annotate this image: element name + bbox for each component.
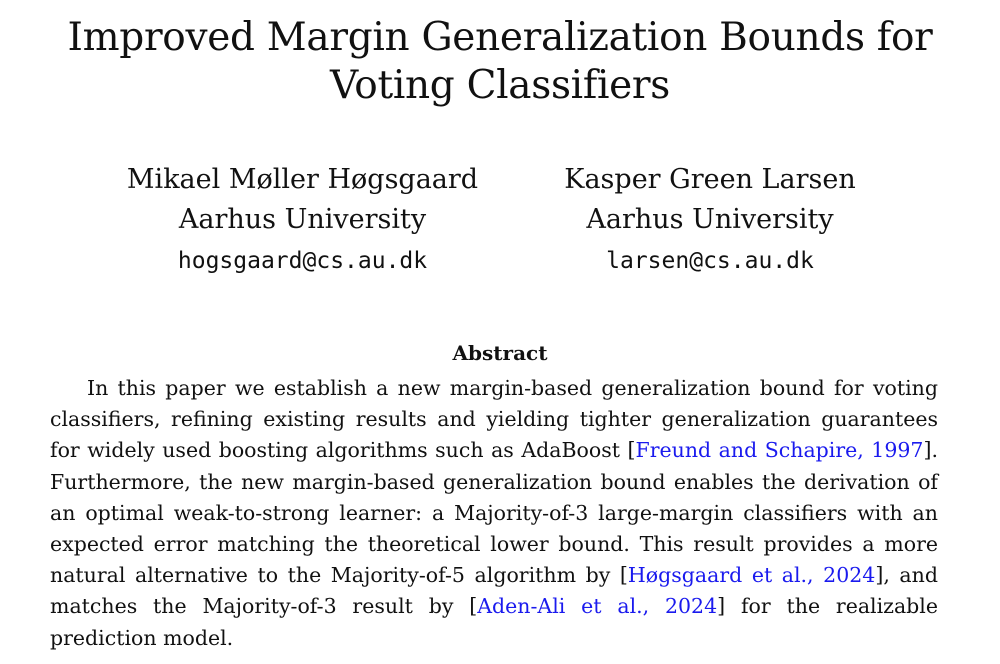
author-block <box>0 160 1000 280</box>
abstract-segment: for the realizable prediction model. <box>50 594 938 650</box>
abstract-segment: , and matches the Majority-of-3 result by <box>50 563 938 619</box>
author-affiliation: Aarhus University <box>178 204 427 235</box>
author-2 <box>545 160 875 282</box>
abstract-text: In this paper we establish a new margin-based generalization bound for voting classifiers, refining existing results and yielding tighter generalization guarantees for widely used boosting algorithms such as AdaBoost [Freund and Schapire, 1997]. Furthermore, the new margin-based generalization bound enables the derivation of an optimal weak-to-strong learner: a Majority-of-3 large-margin classifiers with an expected error matching the theoretical lower bound. This result provides a more natural alternative to the Majority-of-5 algorithm by [Høgsgaard et al., 2024], and matches the Majority-of-3 result by [Aden-Ali et al., 2024] for the realizable prediction model. <box>50 376 939 650</box>
abstract-heading: Abstract <box>452 341 548 365</box>
citation-link-hogsgaard[interactable]: Høgsgaard et al., 2024 <box>627 563 876 588</box>
author-affiliation: Aarhus University <box>586 204 834 235</box>
abstract-segment: In this paper we establish a new margin-based generalization bound for voting classifiers, refining existing results and yielding tighter generalization guarantees for widely used boosting algorithms such as AdaBoost <box>50 376 938 463</box>
citation-link-freund-schapire[interactable]: Freund and Schapire, 1997 <box>635 438 924 463</box>
citation-link-aden-ali[interactable]: Aden-Ali et al., 2024 <box>477 594 718 619</box>
author-name: Mikael Møller Høgsgaard <box>126 164 479 195</box>
author-email: hogsgaard@cs.au.dk <box>177 248 428 274</box>
paper-title: Improved Margin Generalization Bounds for Voting Classifiers <box>67 15 933 108</box>
author-email: larsen@cs.au.dk <box>606 248 814 274</box>
author-name: Kasper Green Larsen <box>564 164 856 195</box>
author-1 <box>110 160 495 282</box>
abstract-segment: . Furthermore, the new margin-based generalization bound enables the derivation of an optimal weak-to-strong learner: a Majority-of-3 large-margin classifiers with an expected error matching the theoretical lower bound. This result provides a more natural alternative to the Majority-of-5 algorithm by <box>50 438 939 588</box>
